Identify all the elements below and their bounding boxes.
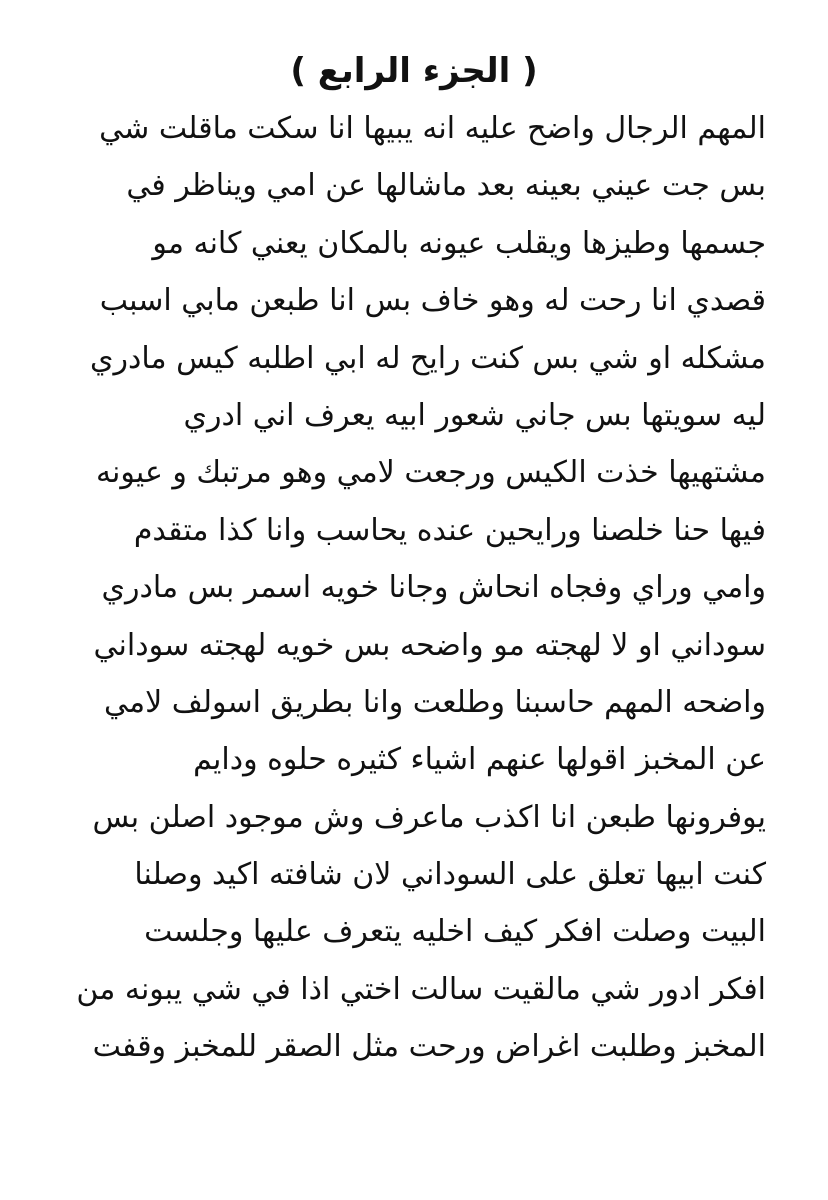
text-line: قصدي انا رحت له وهو خاف بس انا طبعن مابي اسبب (99, 283, 766, 319)
text-line: سوداني او لا لهجته مو واضحه بس خويه لهجته سوداني (93, 627, 766, 663)
text-line: كنت ابيها تعلق على السوداني لان شافته اكيد وصلنا (134, 857, 766, 893)
text-line: يوفرونها طبعن انا اكذب ماعرف وش موجود اصلن بس (92, 799, 766, 835)
text-line: جسمها وطيزها ويقلب عيونه بالمكان يعني كانه مو (152, 225, 766, 261)
text-line: واضحه المهم حاسبنا وطلعت وانا بطريق اسولف لامي (104, 684, 766, 720)
text-line: افكر ادور شي مالقيت سالت اختي اذا في شي يبونه من (76, 971, 766, 1007)
text-line: عن المخبز اقولها عنهم اشياء كثيره حلوه ودايم (193, 742, 766, 778)
text-line: ليه سويتها بس جاني شعور ابيه يعرف اني ادري (183, 397, 766, 433)
text-line: المهم الرجال واضح عليه انه يبيها انا سكت ماقلت شي (99, 111, 766, 146)
text-line: بس جت عيني بعينه بعد ماشالها عن امي ويناظر في (126, 168, 766, 204)
page-title: ( الجزء الرابع ) (290, 51, 538, 91)
text-line: المخبز وطلبت اغراض ورحت مثل الصقر للمخبز وقفت (92, 1029, 766, 1065)
text-line: مشتهيها خذت الكيس ورجعت لامي وهو مرتبك و عيونه (95, 455, 766, 491)
text-line: مشكله او شي بس كنت رايح له ابي اطلبه كيس مادري (90, 340, 766, 376)
text-line: البيت وصلت افكر كيف اخليه يتعرف عليها وجلست (144, 914, 766, 950)
text-line: فيها حنا خلصنا ورايحين عنده يحاسب وانا كذا متقدم (133, 512, 766, 548)
text-line: وامي وراي وفجاه انحاش وجانا خويه اسمر بس مادري (101, 570, 766, 606)
story-text (46, 100, 766, 1076)
